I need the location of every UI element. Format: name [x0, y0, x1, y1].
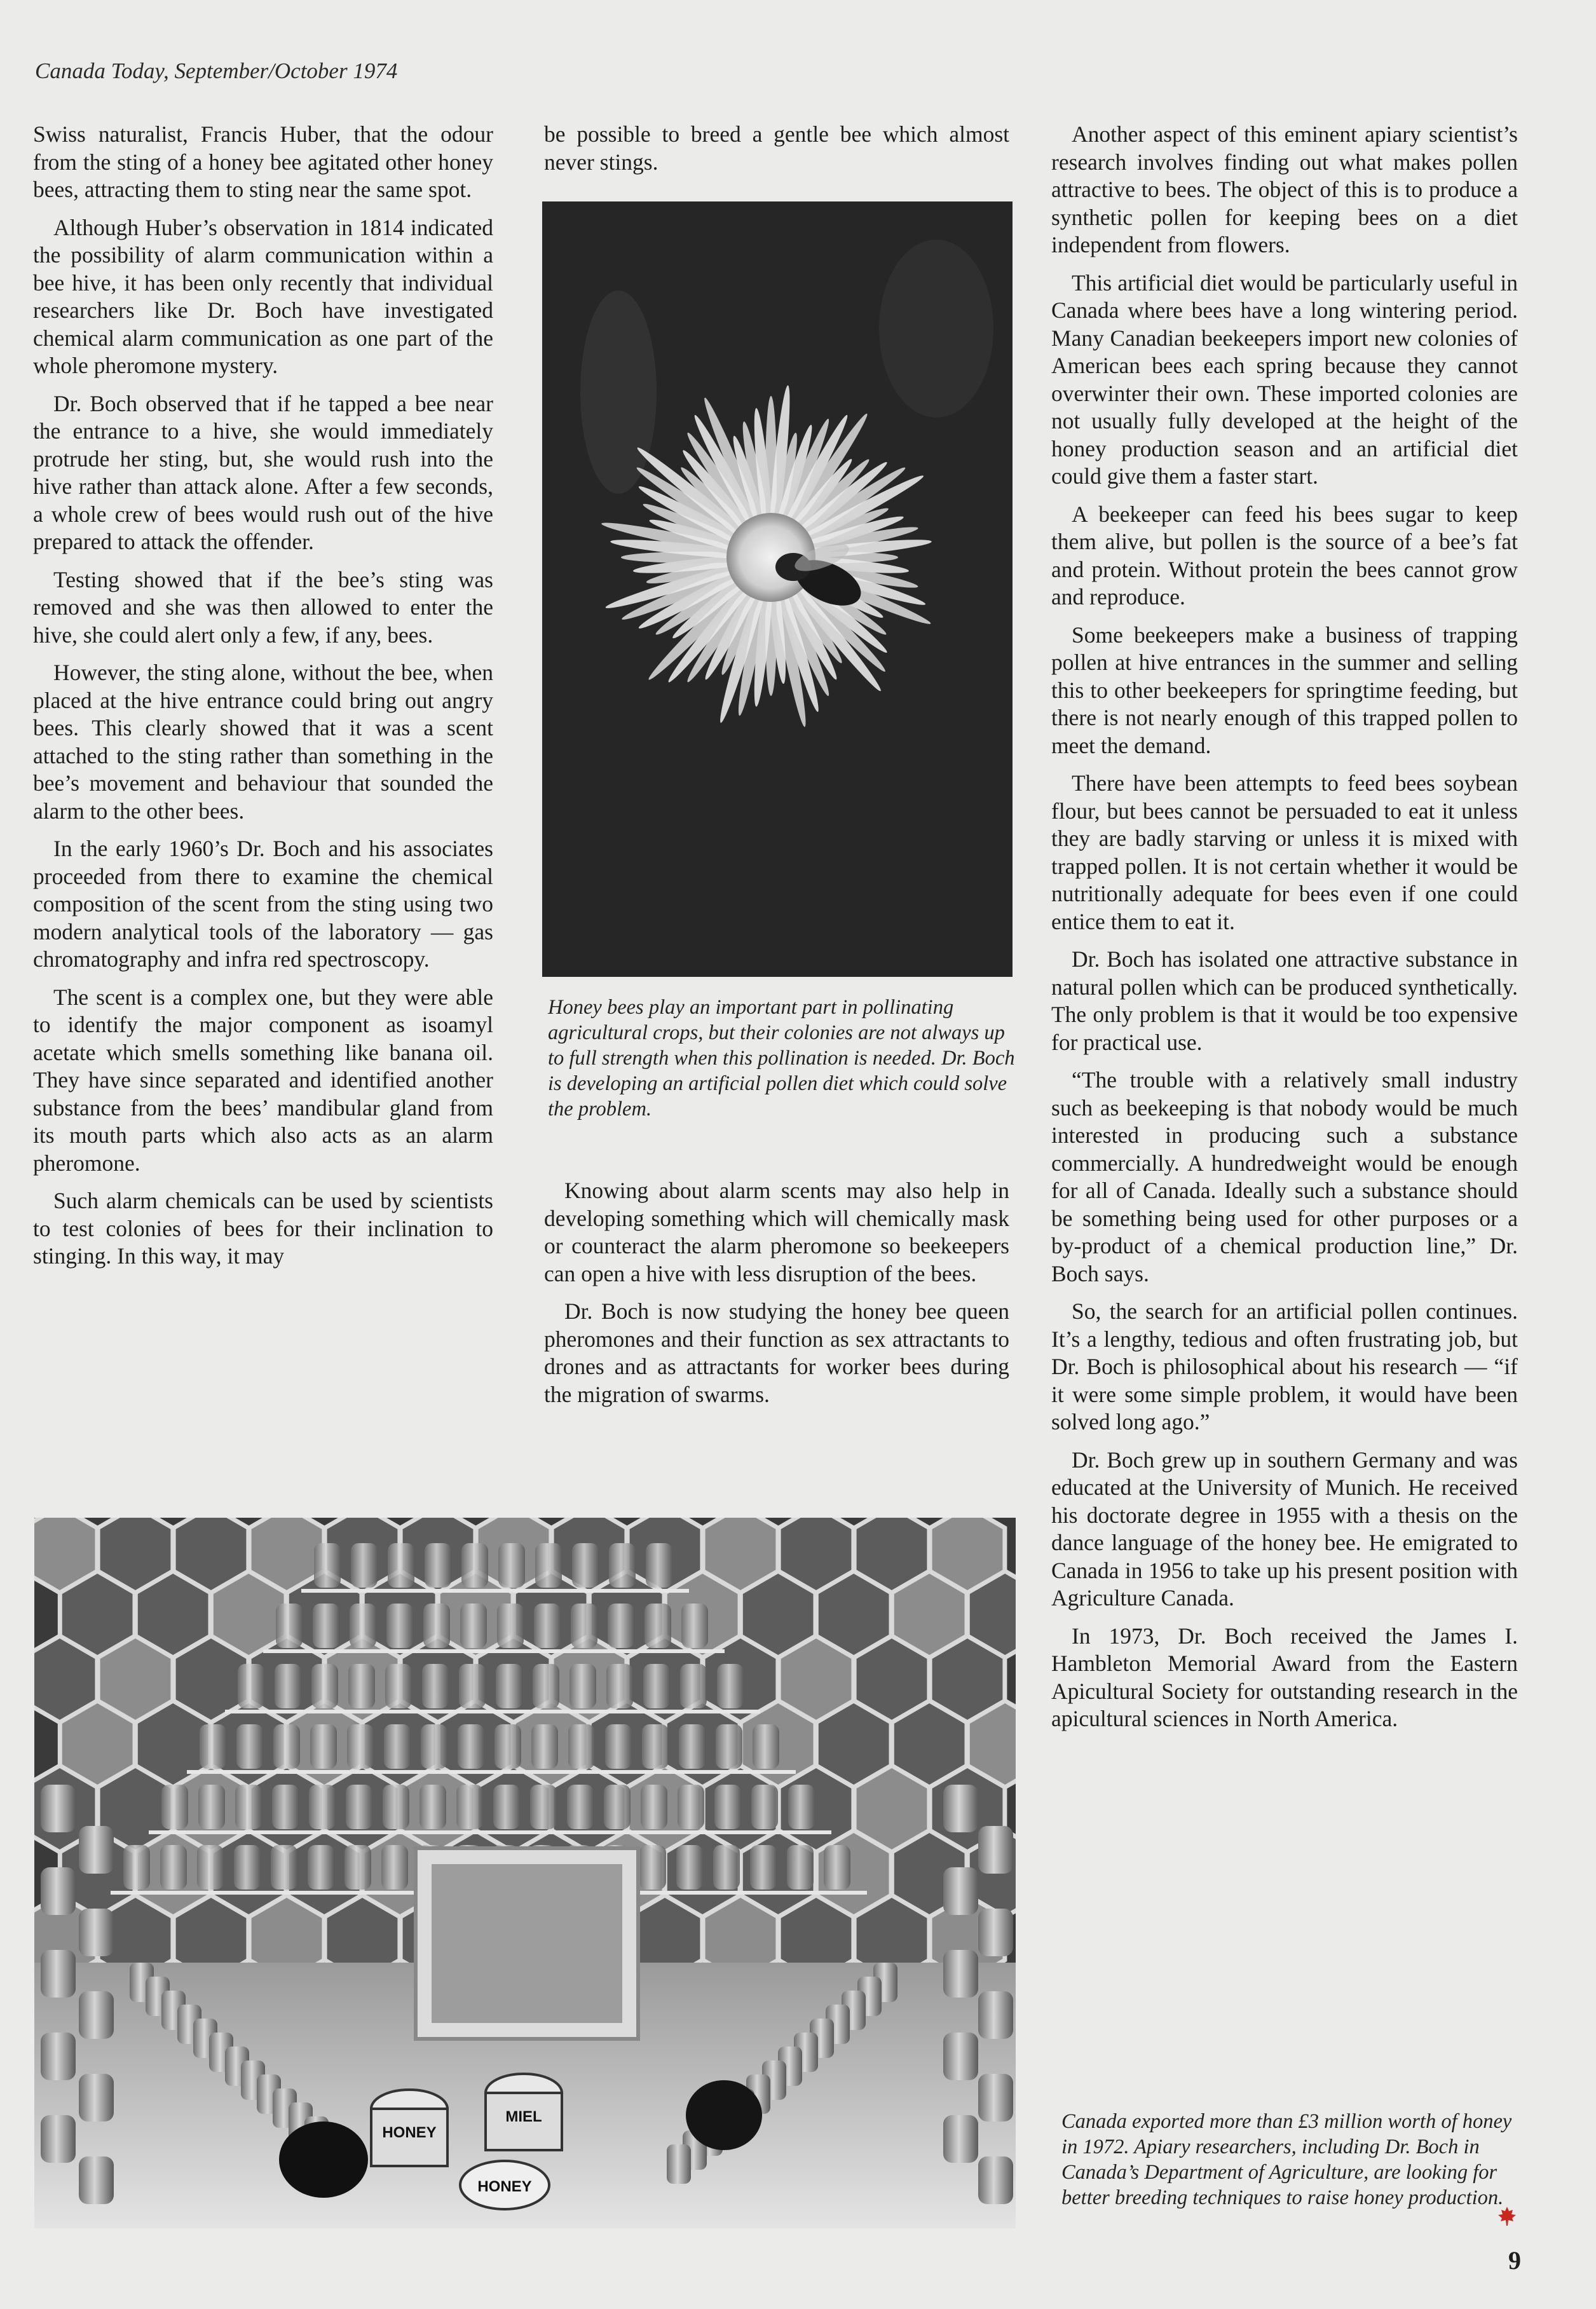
paragraph: Dr. Boch grew up in southern Germany and was educated at the University of Munich. He received his doctorate degree in 1955 with a thesis on the dance language of the honey bee. He emigrated to Canada in 1956 to take up his present position with Agriculture Canada.	[1051, 1447, 1518, 1611]
paragraph: There have been attempts to feed bees soybean flour, but bees cannot be persuaded to eat it unless they are badly starving or unless it is mixed with trapped pollen. It is not certain whether it would be nutritionally adequate for bees even if one could entice them to eat it.	[1051, 770, 1518, 934]
honey-tin-left	[371, 2090, 447, 2166]
honey-tin-bottom	[460, 2161, 549, 2209]
paragraph: Knowing about alarm scents may also help in developing something which will chemically mask or counteract the alarm pheromone so beekeepers can open a hive with less disruption of the bees.	[544, 1178, 1009, 1286]
honey-label-bottom: HONEY	[477, 2178, 532, 2195]
paragraph: Such alarm chemicals can be used by scientists to test colonies of bees for their inclination to stinging. In this way, it may	[33, 1188, 493, 1269]
paragraph: “The trouble with a relatively small industry such as beekeeping is that nobody would be much interested in producing such a substance commercially. A hundredweight would be enough for all of Canada. Ideally such a substance should be something being used for other purposes or a by-product of a chemical production line,” Dr. Boch says.	[1051, 1067, 1518, 1286]
paragraph: Some beekeepers make a business of trapping pollen at hive entrances in the summer and selling this to other beekeepers for springtime feeding, but there is not nearly enough of this trapped pollen to meet the demand.	[1051, 622, 1518, 758]
article-column-2-lower	[544, 1177, 1009, 1419]
paragraph: However, the sting alone, without the bee, when placed at the hive entrance could bring out angry bees. This clearly showed that it was a scent attached to the sting rather than something in the bee’s movement and behaviour that sounded the alarm to the other bees.	[33, 660, 493, 824]
honey-label-left: HONEY	[382, 2124, 437, 2141]
bee-on-flower-image	[542, 201, 1013, 977]
running-header: Canada Today, September/October 1974	[35, 58, 398, 83]
page-number: 9	[1508, 2246, 1521, 2275]
paragraph: Although Huber’s observation in 1814 indicated the possibility of alarm communication within a bee hive, it has been only recently that individual researchers like Dr. Boch have investigated chemical alarm communication as one part of the whole pheromone mystery.	[33, 214, 493, 378]
honey-display-image	[34, 1518, 1016, 2228]
flower-photo-caption: Honey bees play an important part in pollinating agricultural crops, but their colonies are not always up to full strength when this pollination is needed. Dr. Boch is developing an artificial pollen diet which could solve the problem.	[548, 996, 1015, 1120]
honey-tin-right	[486, 2074, 562, 2150]
paragraph: In the early 1960’s Dr. Boch and his associates proceeded from there to examine the chemical composition of the scent from the sting using two modern analytical tools of the laboratory — gas chromatography and infra red spectroscopy.	[33, 836, 493, 972]
paragraph: Dr. Boch observed that if he tapped a bee near the entrance to a hive, she would immediately protrude her sting, but, she would rush into the hive rather than attack alone. After a few seconds, a whole crew of bees would rush out of the hive prepared to attack the offender.	[33, 390, 493, 554]
bee-on-flower-photo	[542, 201, 1013, 977]
honey-display-photo	[34, 1518, 1016, 2228]
paragraph: Dr. Boch is now studying the honey bee queen pheromones and their function as sex attractants to drones and as attractants for worker bees during the migration of swarms.	[544, 1298, 1009, 1407]
paragraph: Dr. Boch has isolated one attractive substance in natural pollen which can be produced synthetically. The only problem is that it would be too expensive for practical use.	[1051, 946, 1518, 1055]
paragraph: Another aspect of this eminent apiary scientist’s research involves finding out what makes pollen attractive to bees. The object of this is to produce a synthetic pollen for keeping bees on a diet independent from flowers.	[1051, 121, 1518, 257]
paragraph: This artificial diet would be particularly useful in Canada where bees have a long wintering period. Many Canadian beekeepers import new colonies of American bees each spring because they cannot overwinter their own. These imported colonies are not usually fully developed at the height of the honey production season and an artificial diet could give them a faster start.	[1051, 269, 1518, 489]
paragraph: Testing showed that if the bee’s sting was removed and she was then allowed to enter the hive, she could alert only a few, if any, bees.	[33, 566, 493, 648]
paragraph: In 1973, Dr. Boch received the James I. Hambleton Memorial Award from the Eastern Apicultural Society for outstanding research in the apicultural sciences in North America.	[1051, 1623, 1518, 1731]
paragraph: A beekeeper can feed his bees sugar to keep them alive, but pollen is the source of a bee’s fat and protein. Without protein the bees cannot grow and reproduce.	[1051, 501, 1518, 610]
paragraph: So, the search for an artificial pollen continues. It’s a lengthy, tedious and often frustrating job, but Dr. Boch is philosophical about his research — “if it were some simple problem, it would have been solved long ago.”	[1051, 1298, 1518, 1434]
maple-leaf-icon	[1496, 2205, 1518, 2227]
article-column-3	[1051, 121, 1518, 1743]
paragraph: The scent is a complex one, but they were able to identify the major component as isoamyl acetate which smells something like banana oil. They have since separated and identified another substance from the bees’ mandibular gland from its mouth parts which also acts as an alarm pheromone.	[33, 984, 493, 1176]
paragraph: be possible to breed a gentle bee which almost never stings.	[544, 121, 1009, 175]
honey-label-right: MIEL	[505, 2108, 542, 2125]
honey-photo-caption: Canada exported more than £3 million worth of honey in 1972. Apiary researchers, including Dr. Boch in Canada’s Department of Agriculture, are looking for better breeding techniques to raise honey production.	[1061, 2110, 1512, 2209]
article-column-1	[33, 121, 493, 1281]
paragraph: Swiss naturalist, Francis Huber, that the odour from the sting of a honey bee agitated other honey bees, attracting them to sting near the same spot.	[33, 121, 493, 202]
article-column-2	[544, 121, 1009, 186]
